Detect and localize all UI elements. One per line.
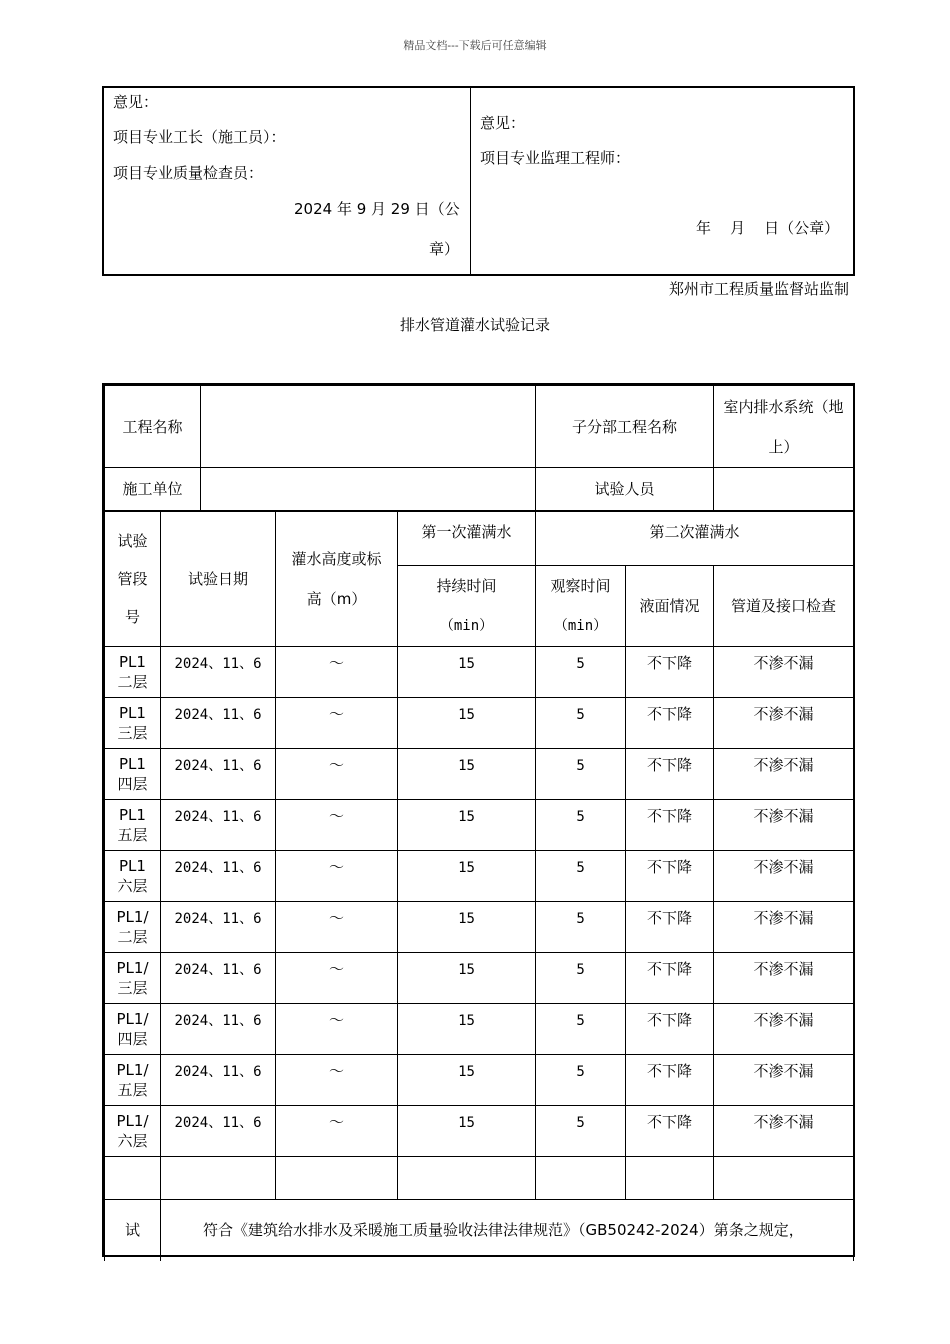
table-row — [105, 800, 854, 851]
joint-cell-text: 不渗不漏 — [753, 1113, 814, 1131]
joint-cell — [714, 647, 854, 698]
info-row-project — [105, 386, 854, 468]
joint-cell — [714, 902, 854, 953]
segment-floor: 二层 — [117, 928, 148, 946]
supervising-engineer-label: 项目专业监理工程师： — [480, 149, 631, 167]
foreman-label: 项目专业工长（施工员）： — [113, 128, 286, 146]
segment-code: PL1/ — [116, 1112, 149, 1130]
table-row — [105, 698, 854, 749]
date-cell — [161, 953, 276, 1004]
duration-cell-text: 15 — [458, 758, 475, 774]
segment-floor: 二层 — [117, 673, 148, 691]
duration-header-line2: （min） — [439, 618, 494, 634]
duration-cell — [398, 800, 536, 851]
joint-cell-text: 不渗不漏 — [753, 858, 814, 876]
observe-cell-text: 5 — [576, 1115, 585, 1131]
observe-cell-text: 5 — [576, 911, 585, 927]
observe-cell — [536, 851, 626, 902]
observe-cell-text: 5 — [576, 656, 585, 672]
joint-cell-text: 不渗不漏 — [753, 654, 814, 672]
sub-project-value — [714, 386, 854, 468]
observe-cell-text: 5 — [576, 809, 585, 825]
observe-cell — [536, 902, 626, 953]
observe-cell — [536, 1106, 626, 1157]
level-cell — [626, 800, 714, 851]
level-cell-text: 不下降 — [647, 705, 693, 723]
height-cell — [276, 953, 398, 1004]
second-fill-header: 第二次灌满水 — [536, 511, 854, 566]
segment-floor: 三层 — [117, 724, 148, 742]
height-cell — [276, 749, 398, 800]
observe-cell — [536, 698, 626, 749]
tester-value — [714, 468, 854, 511]
level-cell — [626, 647, 714, 698]
level-cell — [626, 953, 714, 1004]
table-row — [105, 1004, 854, 1055]
signature-block — [102, 86, 855, 276]
observe-cell — [536, 800, 626, 851]
level-cell-text: 不下降 — [647, 756, 693, 774]
observe-cell — [536, 647, 626, 698]
joint-cell-text: 不渗不漏 — [753, 705, 814, 723]
project-name-value — [201, 386, 536, 468]
observe-cell — [536, 1004, 626, 1055]
signature-divider — [470, 88, 471, 274]
level-cell-text: 不下降 — [647, 1062, 693, 1080]
segment-cell — [105, 698, 161, 749]
empty-cell — [536, 1157, 626, 1200]
joint-cell-text: 不渗不漏 — [753, 756, 814, 774]
height-header-line2: 高（m） — [306, 589, 367, 608]
date-cell — [161, 902, 276, 953]
date-cell — [161, 1004, 276, 1055]
level-cell — [626, 698, 714, 749]
joint-cell — [714, 698, 854, 749]
supervision-station: 郑州市工程质量监督站监制 — [669, 280, 850, 298]
date-cell — [161, 749, 276, 800]
date-header: 试验日期 — [161, 511, 276, 647]
height-cell — [276, 698, 398, 749]
segment-cell — [105, 902, 161, 953]
conclusion-label: 试 — [105, 1200, 161, 1261]
joint-cell — [714, 1004, 854, 1055]
observe-header-line2: （min） — [553, 618, 608, 634]
joint-cell-text: 不渗不漏 — [753, 807, 814, 825]
height-cell — [276, 902, 398, 953]
level-cell-text: 不下降 — [647, 1011, 693, 1029]
height-cell-text: ～ — [329, 909, 345, 927]
observe-header-line1: 观察时间 — [550, 577, 611, 595]
supervisor-date: 年 月 日（公章） — [696, 219, 840, 237]
duration-cell-text: 15 — [458, 911, 475, 927]
level-cell-text: 不下降 — [647, 654, 693, 672]
duration-cell-text: 15 — [458, 809, 475, 825]
segment-code: PL1 — [119, 653, 146, 671]
joint-cell — [714, 749, 854, 800]
duration-cell-text: 15 — [458, 1115, 475, 1131]
segment-floor: 四层 — [117, 1030, 148, 1048]
segment-code: PL1 — [119, 857, 146, 875]
segment-floor: 五层 — [117, 1081, 148, 1099]
level-cell — [626, 1106, 714, 1157]
date-cell-text: 2024、11、6 — [174, 656, 262, 672]
segment-floor: 三层 — [117, 979, 148, 997]
date-cell — [161, 851, 276, 902]
date-cell-text: 2024、11、6 — [174, 1115, 262, 1131]
segment-code: PL1/ — [116, 1010, 149, 1028]
height-cell-text: ～ — [329, 654, 345, 672]
duration-cell-text: 15 — [458, 860, 475, 876]
tester-label: 试验人员 — [536, 468, 714, 511]
date-cell — [161, 1055, 276, 1106]
height-cell — [276, 851, 398, 902]
empty-cell — [105, 1157, 161, 1200]
duration-cell-text: 15 — [458, 707, 475, 723]
segment-cell — [105, 800, 161, 851]
date-cell-text: 2024、11、6 — [174, 1064, 262, 1080]
conclusion-text: 符合《建筑给水排水及采暖施工质量验收法律法律规范》（GB50242-2024）第条之规定， — [161, 1200, 854, 1261]
duration-cell — [398, 698, 536, 749]
empty-row — [105, 1157, 854, 1200]
contractor-opinion: 意见： — [113, 93, 159, 111]
height-cell-text: ～ — [329, 1062, 345, 1080]
watermark-text: 精品文档---下载后可任意编辑 — [403, 39, 547, 52]
height-cell-text: ～ — [329, 1011, 345, 1029]
segment-floor: 五层 — [117, 826, 148, 844]
height-cell-text: ～ — [329, 1113, 345, 1131]
observe-cell-text: 5 — [576, 1064, 585, 1080]
height-cell-text: ～ — [329, 960, 345, 978]
date-cell-text: 2024、11、6 — [174, 707, 262, 723]
table-row — [105, 1106, 854, 1157]
segment-cell — [105, 749, 161, 800]
segment-header-line2: 管段 — [117, 569, 148, 588]
duration-cell — [398, 647, 536, 698]
level-cell-text: 不下降 — [647, 807, 693, 825]
height-cell-text: ～ — [329, 705, 345, 723]
duration-header — [398, 566, 536, 647]
header-row-1 — [105, 511, 854, 566]
sub-project-value-line1: 室内排水系统（地 — [723, 398, 844, 416]
segment-header — [105, 511, 161, 647]
segment-cell — [105, 851, 161, 902]
empty-cell — [276, 1157, 398, 1200]
segment-code: PL1 — [119, 755, 146, 773]
date-cell-text: 2024、11、6 — [174, 860, 262, 876]
segment-header-line3: 号 — [124, 607, 140, 626]
segment-code: PL1 — [119, 806, 146, 824]
level-cell-text: 不下降 — [647, 858, 693, 876]
segment-floor: 六层 — [117, 877, 148, 895]
joint-header: 管道及接口检查 — [714, 566, 854, 647]
conclusion-row — [105, 1200, 854, 1261]
height-cell — [276, 1055, 398, 1106]
date-cell-text: 2024、11、6 — [174, 911, 262, 927]
level-cell — [626, 1004, 714, 1055]
observe-header — [536, 566, 626, 647]
date-cell — [161, 1106, 276, 1157]
date-cell-text: 2024、11、6 — [174, 1013, 262, 1029]
table-row — [105, 1055, 854, 1106]
duration-cell-text: 15 — [458, 1064, 475, 1080]
joint-cell-text: 不渗不漏 — [753, 909, 814, 927]
observe-cell — [536, 749, 626, 800]
info-row-builder — [105, 468, 854, 511]
table-row — [105, 749, 854, 800]
height-cell-text: ～ — [329, 858, 345, 876]
segment-cell — [105, 647, 161, 698]
duration-header-line1: 持续时间 — [436, 577, 497, 595]
duration-cell — [398, 953, 536, 1004]
observe-cell-text: 5 — [576, 962, 585, 978]
empty-cell — [398, 1157, 536, 1200]
record-table — [104, 385, 854, 1261]
observe-cell — [536, 953, 626, 1004]
duration-cell — [398, 851, 536, 902]
builder-value — [201, 468, 536, 511]
joint-cell — [714, 953, 854, 1004]
level-cell — [626, 851, 714, 902]
level-cell-text: 不下降 — [647, 1113, 693, 1131]
table-row — [105, 953, 854, 1004]
level-header: 液面情况 — [626, 566, 714, 647]
date-cell — [161, 800, 276, 851]
level-cell-text: 不下降 — [647, 909, 693, 927]
empty-cell — [161, 1157, 276, 1200]
observe-cell-text: 5 — [576, 758, 585, 774]
segment-code: PL1/ — [116, 908, 149, 926]
sub-project-label: 子分部工程名称 — [536, 386, 714, 468]
level-cell — [626, 1055, 714, 1106]
duration-cell-text: 15 — [458, 962, 475, 978]
segment-cell — [105, 1106, 161, 1157]
level-cell — [626, 749, 714, 800]
segment-header-line1: 试验 — [117, 531, 148, 550]
height-cell-text: ～ — [329, 807, 345, 825]
joint-cell-text: 不渗不漏 — [753, 1011, 814, 1029]
sub-project-value-line2: 上） — [768, 438, 799, 456]
height-cell — [276, 1106, 398, 1157]
table-row — [105, 902, 854, 953]
duration-cell — [398, 1106, 536, 1157]
date-cell-text: 2024、11、6 — [174, 962, 262, 978]
segment-code: PL1/ — [116, 1061, 149, 1079]
first-fill-header: 第一次灌满水 — [398, 511, 536, 566]
joint-cell-text: 不渗不漏 — [753, 1062, 814, 1080]
observe-cell-text: 5 — [576, 1013, 585, 1029]
contractor-seal: 章） — [429, 240, 460, 258]
segment-cell — [105, 1004, 161, 1055]
date-cell-text: 2024、11、6 — [174, 809, 262, 825]
segment-floor: 六层 — [117, 1132, 148, 1150]
level-cell-text: 不下降 — [647, 960, 693, 978]
height-header — [276, 511, 398, 647]
segment-cell — [105, 953, 161, 1004]
height-cell — [276, 800, 398, 851]
table-row — [105, 647, 854, 698]
height-header-line1: 灌水高度或标 — [291, 549, 382, 568]
observe-cell-text: 5 — [576, 707, 585, 723]
duration-cell — [398, 1055, 536, 1106]
joint-cell — [714, 1106, 854, 1157]
supervisor-opinion: 意见： — [480, 114, 526, 132]
joint-cell — [714, 851, 854, 902]
builder-label: 施工单位 — [105, 468, 201, 511]
project-name-label: 工程名称 — [105, 386, 201, 468]
date-cell — [161, 698, 276, 749]
observe-cell-text: 5 — [576, 860, 585, 876]
duration-cell-text: 15 — [458, 1013, 475, 1029]
segment-cell — [105, 1055, 161, 1106]
observe-cell — [536, 1055, 626, 1106]
segment-floor: 四层 — [117, 775, 148, 793]
table-row — [105, 851, 854, 902]
contractor-date: 2024 年 9 月 29 日（公 — [294, 200, 460, 218]
inspector-label: 项目专业质量检查员： — [113, 164, 264, 182]
duration-cell — [398, 902, 536, 953]
duration-cell-text: 15 — [458, 656, 475, 672]
segment-code: PL1 — [119, 704, 146, 722]
segment-code: PL1/ — [116, 959, 149, 977]
height-cell-text: ～ — [329, 756, 345, 774]
duration-cell — [398, 749, 536, 800]
level-cell — [626, 902, 714, 953]
date-cell — [161, 647, 276, 698]
joint-cell — [714, 800, 854, 851]
joint-cell-text: 不渗不漏 — [753, 960, 814, 978]
date-cell-text: 2024、11、6 — [174, 758, 262, 774]
page-title: 排水管道灌水试验记录 — [399, 316, 550, 334]
empty-cell — [626, 1157, 714, 1200]
data-rows — [105, 647, 854, 1157]
height-cell — [276, 1004, 398, 1055]
height-cell — [276, 647, 398, 698]
duration-cell — [398, 1004, 536, 1055]
joint-cell — [714, 1055, 854, 1106]
empty-cell — [714, 1157, 854, 1200]
